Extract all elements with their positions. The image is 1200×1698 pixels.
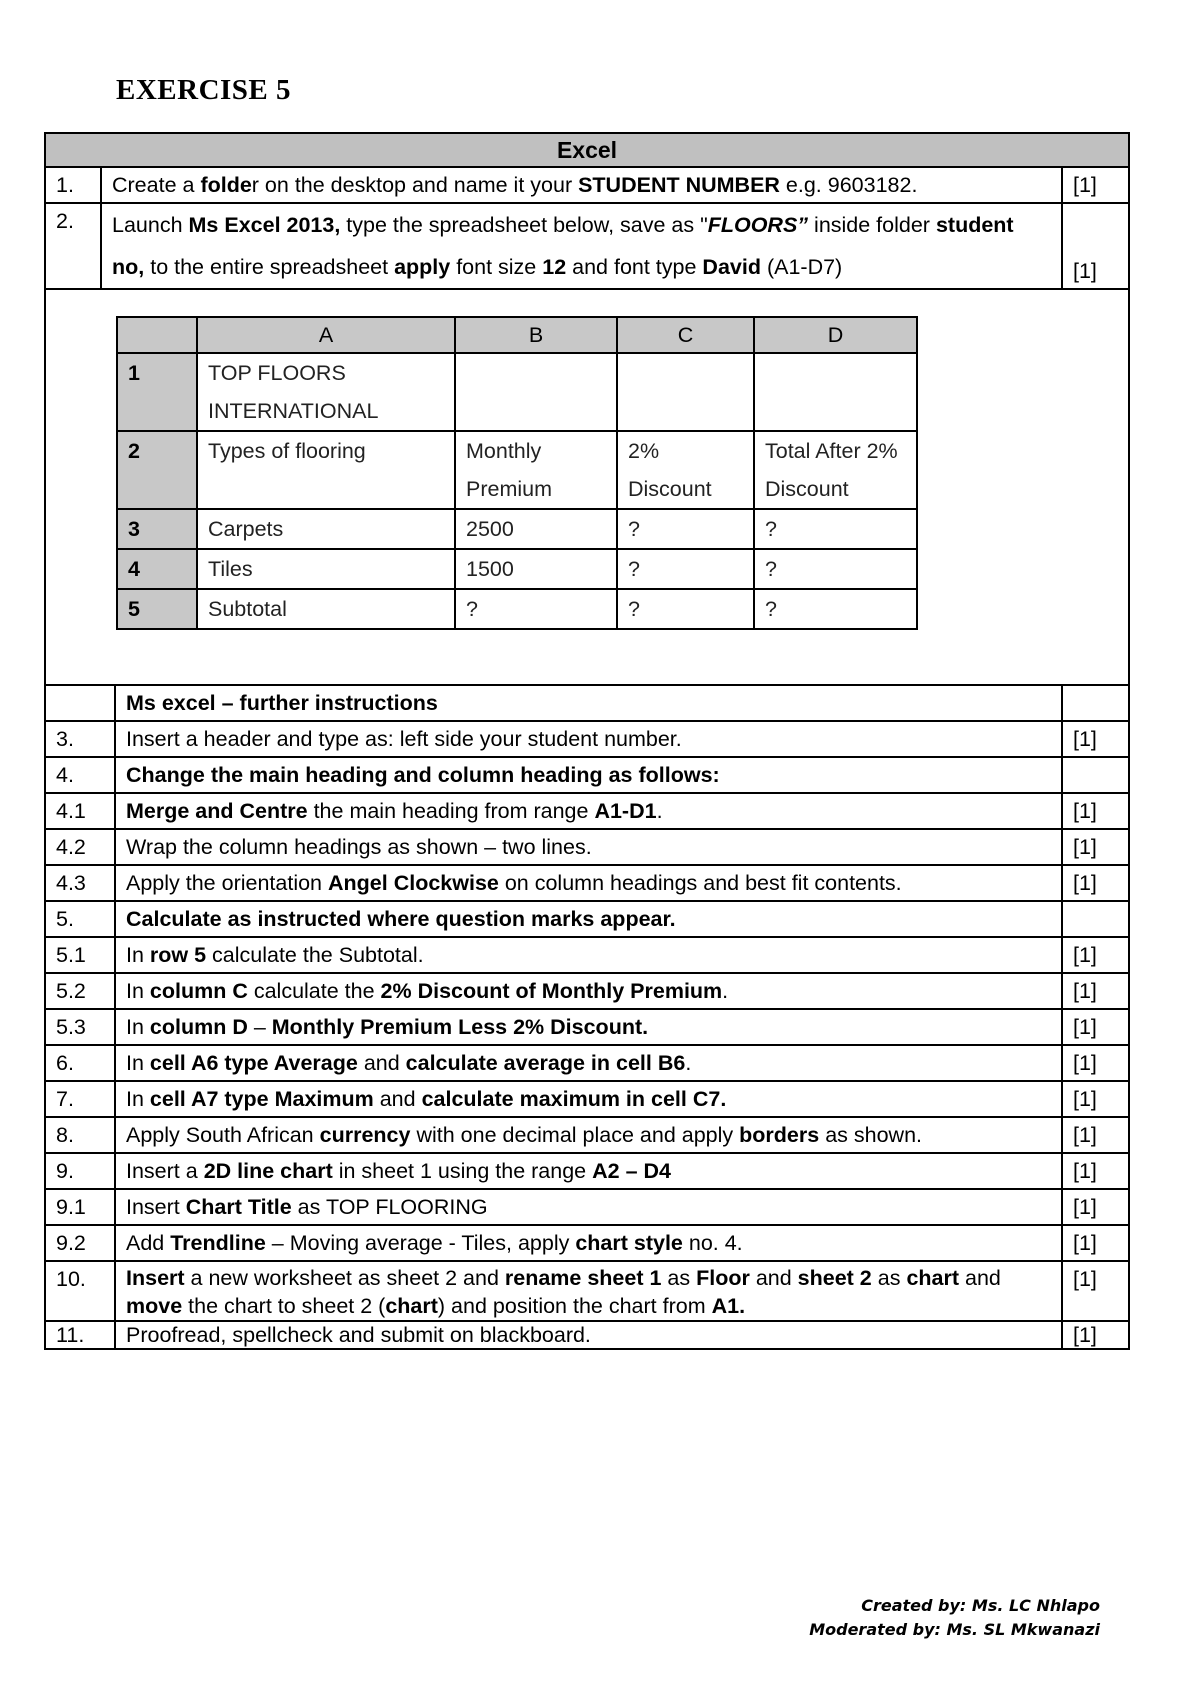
sheet-column-header: B	[455, 317, 617, 353]
task-row	[45, 1225, 1129, 1261]
task-text: Calculate as instructed where question marks appear.	[115, 901, 1062, 937]
sheet-cell: Types of flooring	[197, 431, 455, 509]
sheet-row	[117, 549, 917, 589]
task-row	[45, 1081, 1129, 1117]
task-row	[45, 937, 1129, 973]
sheet-row-header: 4	[117, 549, 197, 589]
task-mark: [1]	[1062, 1225, 1129, 1261]
sheet-cell: 1500	[455, 549, 617, 589]
excel-header: Excel	[45, 133, 1129, 167]
exercise-title: EXERCISE 5	[116, 74, 292, 106]
task-text: In column D – Monthly Premium Less 2% Discount.	[115, 1009, 1062, 1045]
task-mark: [1]	[1062, 1045, 1129, 1081]
task-row	[45, 167, 1129, 203]
task-number: 5.2	[45, 973, 115, 1009]
task-number: 2.	[45, 203, 101, 289]
task-mark: [1]	[1062, 1009, 1129, 1045]
spreadsheet-table	[116, 316, 918, 630]
sheet-cell: ?	[455, 589, 617, 629]
spreadsheet-container	[45, 289, 1129, 685]
sheet-row	[117, 509, 917, 549]
task-text: Apply the orientation Angel Clockwise on column headings and best fit contents.	[115, 865, 1062, 901]
blank-cell	[45, 685, 115, 721]
task-mark: [1]	[1062, 973, 1129, 1009]
task-row	[45, 1321, 1129, 1349]
task-row	[45, 1189, 1129, 1225]
task-row	[45, 1261, 1129, 1321]
task-mark: [1]	[1062, 1117, 1129, 1153]
sheet-column-header-row	[117, 317, 917, 353]
sheet-cell: ?	[617, 509, 754, 549]
blank-cell	[1062, 685, 1129, 721]
task-number: 4.2	[45, 829, 115, 865]
created-by: Created by: Ms. LC Nhlapo	[861, 1596, 1100, 1615]
task-text: Add Trendline – Moving average - Tiles, apply chart style no. 4.	[115, 1225, 1062, 1261]
sheet-column-header: C	[617, 317, 754, 353]
sheet-cell: Tiles	[197, 549, 455, 589]
task-mark: [1]	[1062, 1081, 1129, 1117]
sheet-row	[117, 353, 917, 431]
task-row	[45, 829, 1129, 865]
task-text: Proofread, spellcheck and submit on blackboard.	[115, 1321, 1062, 1349]
sheet-cell: 2500	[455, 509, 617, 549]
task-mark: [1]	[1062, 937, 1129, 973]
task-text: Create a folder on the desktop and name it your STUDENT NUMBER e.g. 9603182.	[101, 167, 1062, 203]
task-mark: [1]	[1062, 167, 1129, 203]
task-text: Change the main heading and column heading as follows:	[115, 757, 1062, 793]
task-number: 10.	[45, 1261, 115, 1321]
sheet-corner-cell	[117, 317, 197, 353]
task-number: 4.1	[45, 793, 115, 829]
sheet-row	[117, 431, 917, 509]
task-number: 5.1	[45, 937, 115, 973]
task-number: 8.	[45, 1117, 115, 1153]
task-text: Insert a 2D line chart in sheet 1 using the range A2 – D4	[115, 1153, 1062, 1189]
sheet-cell: Carpets	[197, 509, 455, 549]
task-mark: [1]	[1062, 1321, 1129, 1349]
task-row	[45, 973, 1129, 1009]
task-mark: [1]	[1062, 793, 1129, 829]
task-mark: [1]	[1062, 1153, 1129, 1189]
sheet-cell	[754, 353, 917, 431]
sheet-column-header: A	[197, 317, 455, 353]
task-row	[45, 1153, 1129, 1189]
task-row	[45, 901, 1129, 937]
sheet-cell	[455, 353, 617, 431]
task-text: Merge and Centre the main heading from range A1-D1.	[115, 793, 1062, 829]
task-mark: [1]	[1062, 1261, 1129, 1321]
sheet-cell: ?	[617, 549, 754, 589]
task-row	[45, 203, 1129, 289]
sheet-cell: 2% Discount	[617, 431, 754, 509]
task-mark	[1062, 901, 1129, 937]
task-number: 6.	[45, 1045, 115, 1081]
sheet-row-header: 3	[117, 509, 197, 549]
task-number: 9.	[45, 1153, 115, 1189]
spreadsheet-row	[45, 289, 1129, 685]
task-text: Insert a header and type as: left side your student number.	[115, 721, 1062, 757]
task-text: In cell A6 type Average and calculate average in cell B6.	[115, 1045, 1062, 1081]
task-row	[45, 757, 1129, 793]
sheet-row-header: 5	[117, 589, 197, 629]
task-text: In column C calculate the 2% Discount of Monthly Premium.	[115, 973, 1062, 1009]
task-number: 7.	[45, 1081, 115, 1117]
sheet-cell: ?	[754, 549, 917, 589]
exercise-table	[44, 132, 1130, 1350]
task-row	[45, 721, 1129, 757]
task-mark: [1]	[1062, 1189, 1129, 1225]
task-number: 9.2	[45, 1225, 115, 1261]
sheet-cell: Subtotal	[197, 589, 455, 629]
task-text: In row 5 calculate the Subtotal.	[115, 937, 1062, 973]
sheet-cell: ?	[754, 509, 917, 549]
task-row	[45, 1117, 1129, 1153]
task-text: Wrap the column headings as shown – two lines.	[115, 829, 1062, 865]
task-text: Insert Chart Title as TOP FLOORING	[115, 1189, 1062, 1225]
task-number: 3.	[45, 721, 115, 757]
task-text: Apply South African currency with one decimal place and apply borders as shown.	[115, 1117, 1062, 1153]
task-number: 9.1	[45, 1189, 115, 1225]
sheet-cell	[617, 353, 754, 431]
task-number: 11.	[45, 1321, 115, 1349]
task-text: Insert a new worksheet as sheet 2 and rename sheet 1 as Floor and sheet 2 as chart and move the chart to sheet 2 (chart) and position the chart from A1.	[115, 1261, 1062, 1321]
sheet-cell: Total After 2% Discount	[754, 431, 917, 509]
task-mark: [1]	[1062, 829, 1129, 865]
task-number: 4.3	[45, 865, 115, 901]
task-text: In cell A7 type Maximum and calculate maximum in cell C7.	[115, 1081, 1062, 1117]
sheet-row-header: 2	[117, 431, 197, 509]
task-text: Launch Ms Excel 2013, type the spreadsheet below, save as "FLOORS” inside folder student no, to the entire spreadsheet apply font size 12 and font type David (A1-D7)	[101, 203, 1062, 289]
task-number: 4.	[45, 757, 115, 793]
sheet-cell: TOP FLOORS INTERNATIONAL	[197, 353, 455, 431]
section-heading: Ms excel – further instructions	[115, 685, 1062, 721]
task-row	[45, 865, 1129, 901]
sheet-column-header: D	[754, 317, 917, 353]
task-number: 5.3	[45, 1009, 115, 1045]
section-heading-row	[45, 685, 1129, 721]
sheet-cell: ?	[617, 589, 754, 629]
sheet-row-header: 1	[117, 353, 197, 431]
task-mark: [1]	[1062, 865, 1129, 901]
moderated-by: Moderated by: Ms. SL Mkwanazi	[809, 1620, 1100, 1639]
task-row	[45, 793, 1129, 829]
task-number: 5.	[45, 901, 115, 937]
task-row	[45, 1009, 1129, 1045]
task-mark: [1]	[1062, 721, 1129, 757]
sheet-cell: ?	[754, 589, 917, 629]
sheet-row	[117, 589, 917, 629]
task-mark	[1062, 757, 1129, 793]
task-row	[45, 1045, 1129, 1081]
table-header-row	[45, 133, 1129, 167]
task-number: 1.	[45, 167, 101, 203]
task-mark: [1]	[1062, 203, 1129, 289]
sheet-cell: Monthly Premium	[455, 431, 617, 509]
